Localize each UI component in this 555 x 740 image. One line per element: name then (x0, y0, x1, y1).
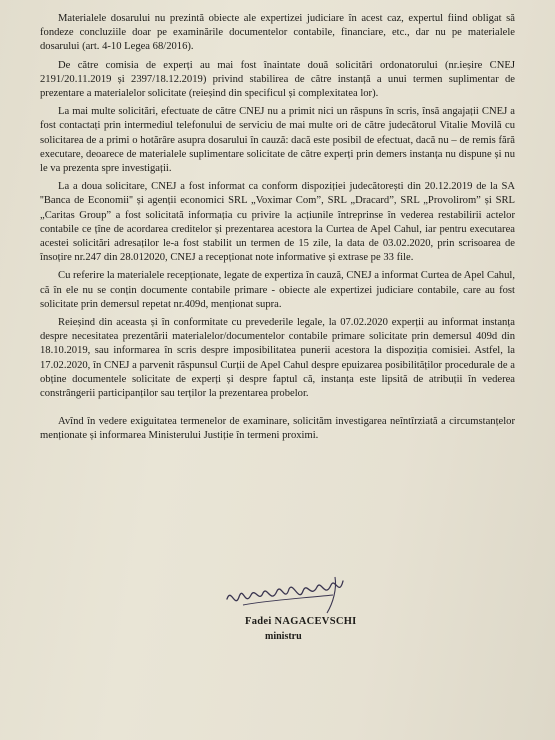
paragraph-7: Avînd în vedere exiguitatea termenelor de examinare, solicităm investigarea neîntîrziată a circumstanțelor menționate și informarea Ministerului Justiție în termeni proximi. (40, 416, 515, 442)
paragraph-2: De către comisia de experți au mai fost înaintate două solicitări ordonatorului (nr.ieșire CNEJ 2191/20.11.2019 și 2397/18.12.2019) privind stabilirea de către instanță a unui termen suplimentar de prezentare a materialelor solicitate (reieșind din specificul și complexitatea lor). (40, 59, 515, 100)
signer-name: Fadei NAGACEVSCHI (245, 616, 357, 627)
signature-block (205, 565, 395, 645)
paragraph-1: Materialele dosarului nu prezintă obiecte ale expertizei judiciare în acest caz, expertul fiind obligat să fondeze concluziile doar pe examinările documentelor contabile, financiare, etc., dar nu pe materialele dosarului (art. 4-10 Legea 68/2016). (40, 13, 515, 53)
paragraph-6: Reieșind din aceasta și în conformitate cu prevederile legale, la 07.02.2020 experții au informat instanța despre necesitatea prezentării materialelor/documentelor contabile primare solicitate prin demersul 409d din 18.10.2019, sau informarea în scris despre imposibilitatea punerii acestora la dispoziția comisiei. Astfel, la 17.02.2020, în CNEJ a parvenit răspunsul Curții de Apel Cahul despre epuizarea posibilităților procedurale de a obține documentele solicitate de experți și despre faptul că, instanța este lipsită de atribuții în vederea constrângerii participanților sau terților la prezentarea probelor. (40, 317, 515, 400)
handwritten-signature (223, 569, 353, 619)
paragraph-4: La a doua solicitare, CNEJ a fost informat ca conform dispoziției judecătorești din 20.12.2019 de la SA ''Banca de Economii'' și agenții economici SRL „Voximar Com”, SRL „Dracard”, SRL „Provolirom” și SRL „Caritas Group” a fost solicitată informația cu privire la acțiunile întreprinse în vederea restabilirii actelor contabile ce țîne de acordarea creditelor și prezentarea acestora la Curtea de Apel Cahul, iar pentru executarea acestei solicitări adresaților le-a fost stabilit un termen de 15 zile, la data de 03.02.2020, prin scrisoarea de însoțire nr.247 din 28.012020, CNEJ a recepționat note informative și extrase pe 33 file. (40, 181, 515, 264)
paragraph-3: La mai multe solicitări, efectuate de către CNEJ nu a primit nici un răspuns în scris, însă angajații CNEJ a fost contactați prin intermediul telefonului de serviciu de mai multe ori de către judecătorul Vitalie Movilă cu solicitarea de a primi o hotărâre asupra dosarului în cauză: dacă este posibil de efectuat, dacă nu – de remis fără executare, deoarece de materialele suplimentare solicitate de către experți prin demers instanța nu dispune și nu le va prezenta spre investigații. (40, 106, 515, 175)
paragraph-5: Cu referire la materialele recepționate, legate de expertiza în cauză, CNEJ a informat Curtea de Apel Cahul, că în ele nu se conțin documente contabile primare - obiecte ale expertizei judiciare contabile, care au fost solicitate prin demersul repetat nr.409d, menționat supra. (40, 270, 515, 310)
signer-title: ministru (265, 631, 302, 642)
